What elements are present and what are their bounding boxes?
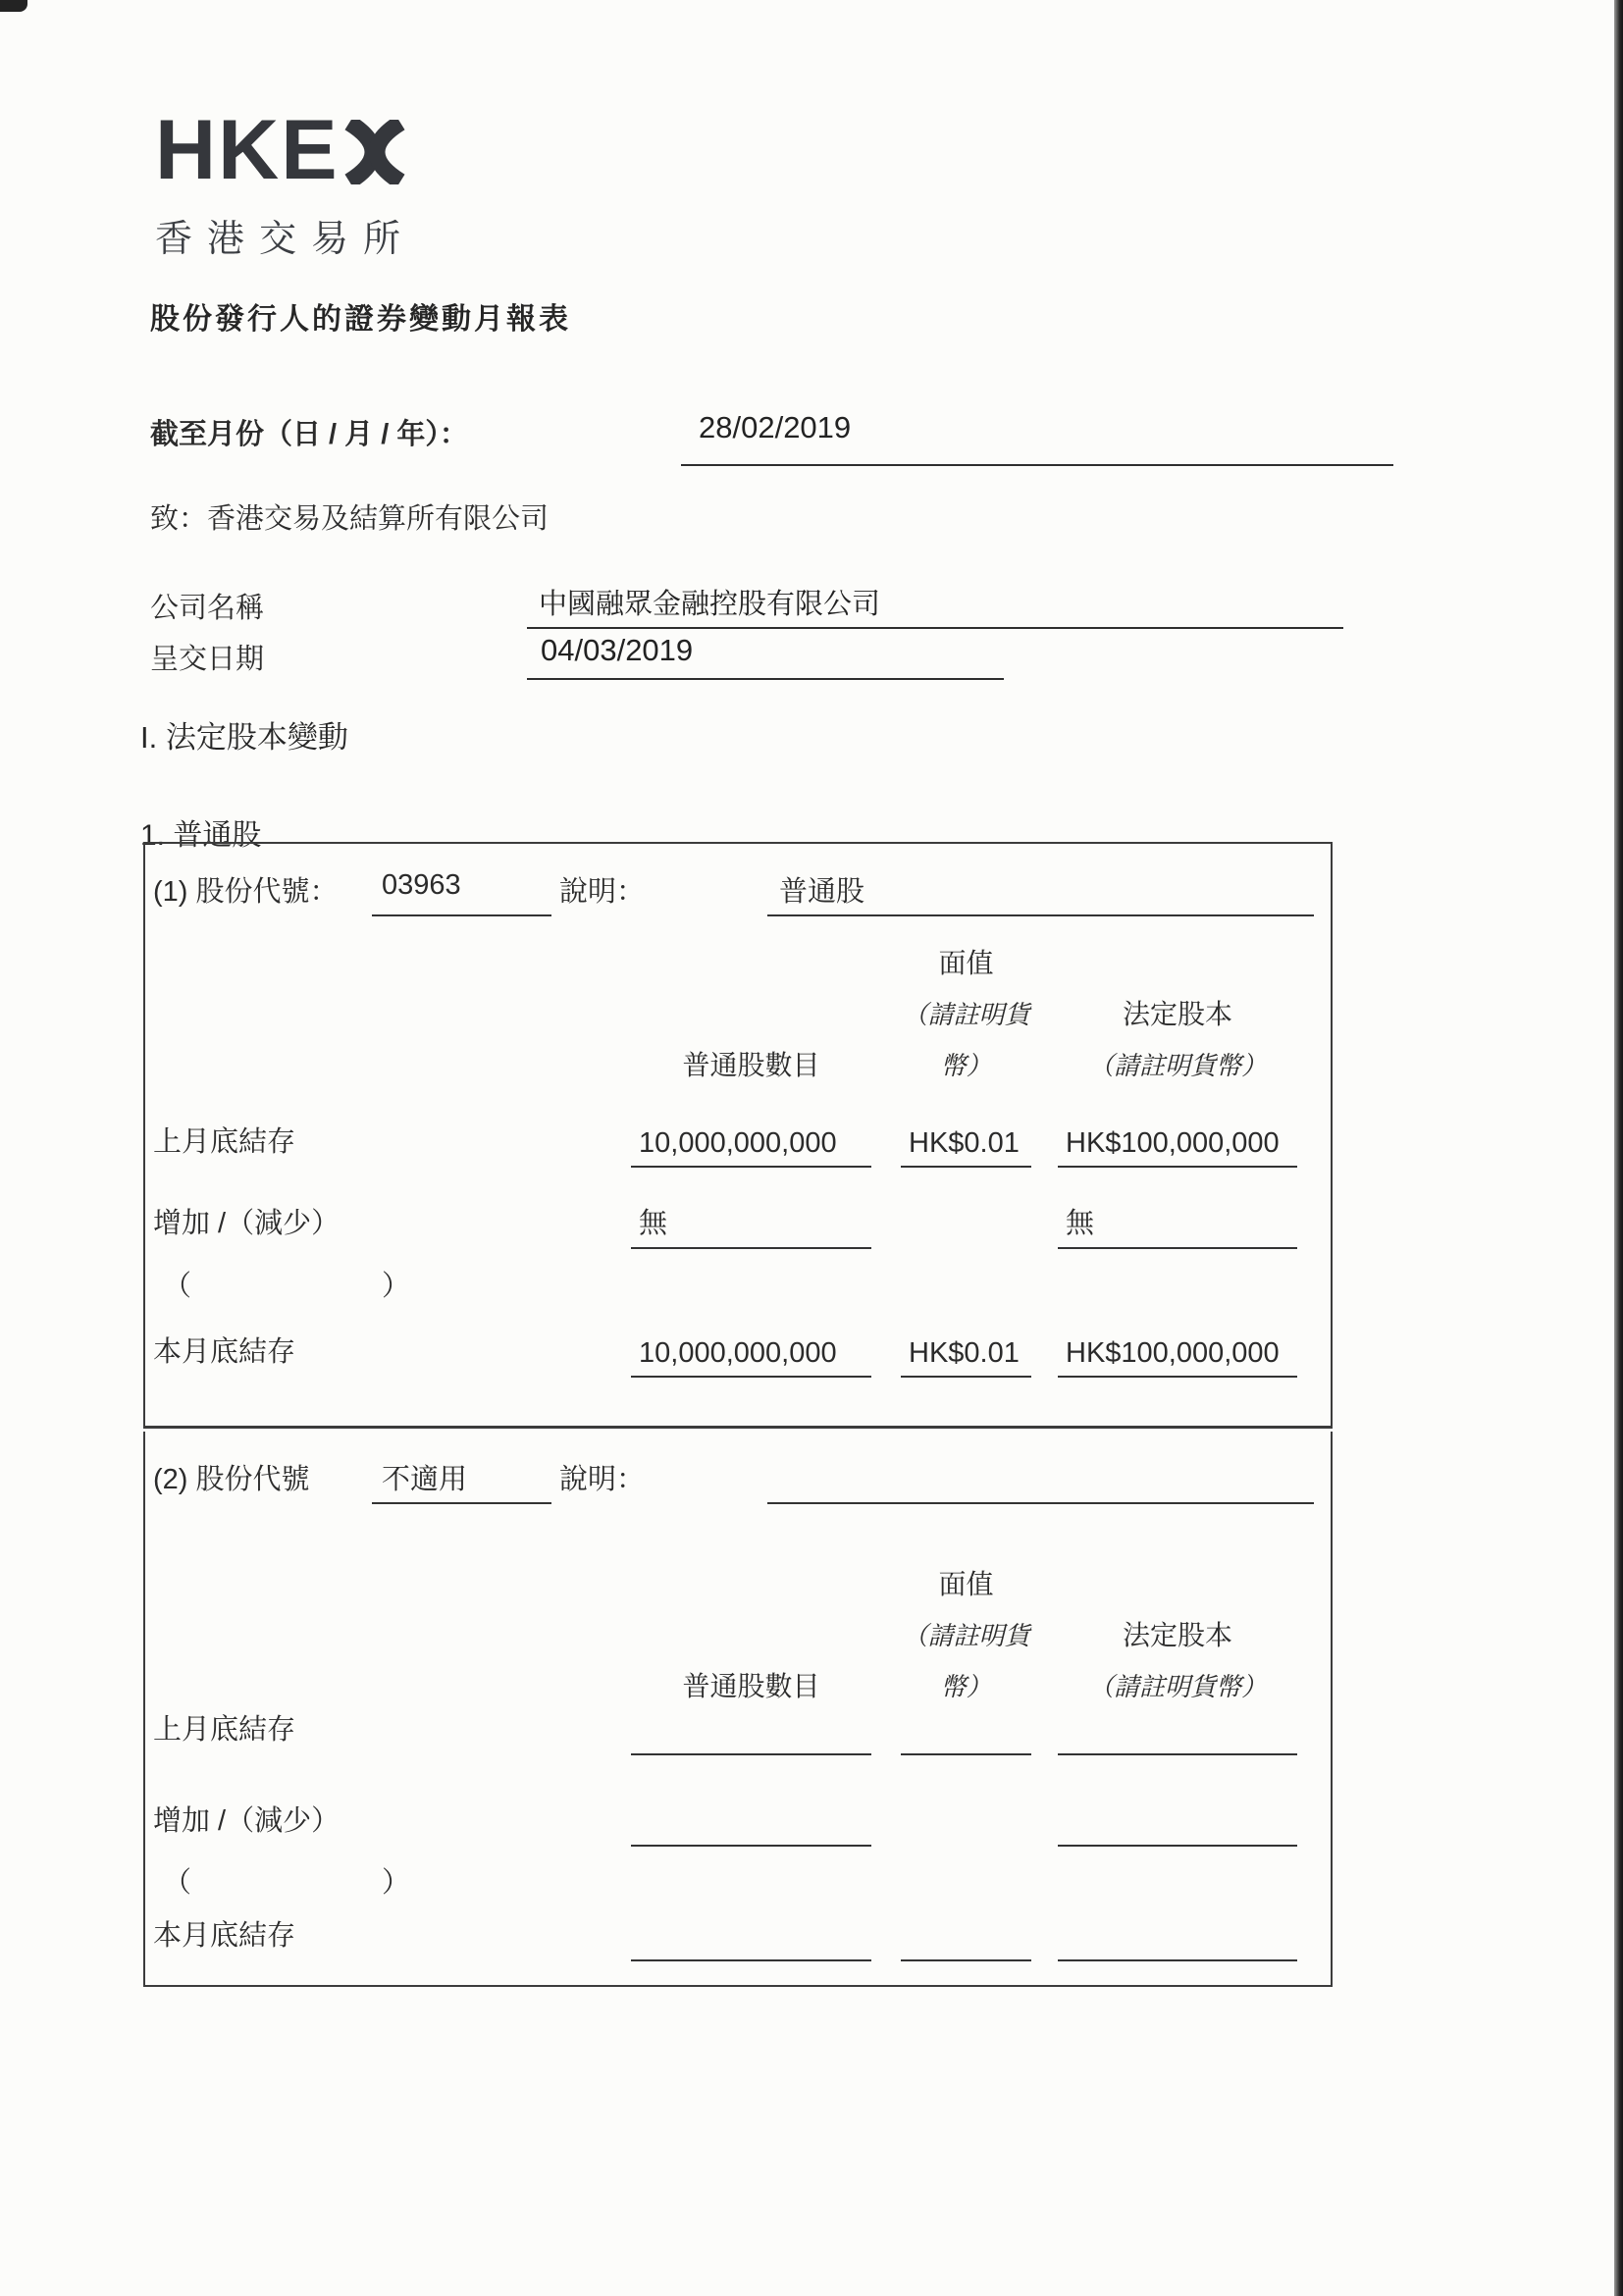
table2-row-parentheses [145,1860,1331,1901]
authorized-value [1058,1708,1297,1755]
table1-header-par-value: 面值 （請註明貨 幣） [902,948,1030,1080]
hkex-logo-wordmark [155,103,415,197]
table2-header-shares: 普通股數目 [682,1671,820,1701]
par-value-empty [901,1800,1031,1847]
shares-value [631,1914,871,1961]
company-name-underline [527,627,1343,629]
authorized-value: HK$100,000,000 [1058,1331,1297,1378]
scan-corner-artifact [0,0,27,12]
authorized-value: HK$100,000,000 [1058,1121,1297,1168]
table2-description-value [767,1457,1314,1504]
table1-row-parentheses [145,1264,1331,1304]
table1-stock-code-label: (1) 股份代號： [153,876,339,908]
par-value: HK$0.01 [901,1331,1031,1378]
hkex-x-icon [343,120,406,184]
table2-code-row [145,1457,1331,1504]
table1-row-balance-this-month [145,1330,1331,1378]
paren-close: ） [381,1867,410,1899]
table2-row-increase-decrease [145,1799,1331,1847]
hkex-logo-letters: HKE [155,103,340,197]
hkex-logo [155,103,416,262]
shares-value: 10,000,000,000 [631,1121,871,1168]
authorized-value [1058,1800,1297,1847]
paren-open: （ [163,1867,192,1899]
table2-row-balance-this-month [145,1913,1331,1961]
company-name-label: 公司名稱 [150,593,265,624]
par-value-empty [901,1202,1031,1249]
table1-row-increase-decrease [145,1201,1331,1249]
row-label: 上月底結存 [153,1714,296,1746]
paren-open: （ [163,1271,192,1302]
table2-column-headers [145,1559,1331,1712]
table2-row-balance-last-month [145,1707,1331,1755]
submission-date-label: 呈交日期 [150,644,265,675]
table1-column-headers [145,938,1331,1091]
shares-value: 10,000,000,000 [631,1331,871,1378]
company-name-value: 中國融眾金融控股有限公司 [539,589,881,620]
row-label: 增加 /（減少） [153,1805,340,1837]
par-value [901,1914,1031,1961]
shares-value: 無 [631,1202,871,1249]
table1-code-row [145,869,1331,916]
table2-stock-code-value: 不適用 [372,1457,551,1504]
table2-header-par-value: 面值 （請註明貨 幣） [902,1569,1030,1701]
table2-header-authorized-capital: 法定股本 （請註明貨幣） [1087,1620,1267,1701]
table1-description-label: 說明： [559,876,646,908]
row-label: 增加 /（減少） [153,1208,340,1239]
ordinary-shares-table-1 [143,842,1333,1429]
shares-value [631,1800,871,1847]
submission-date-underline [527,678,1004,680]
table1-row-balance-last-month [145,1120,1331,1168]
row-label: 本月底結存 [153,1336,296,1368]
shares-value [631,1708,871,1755]
table1-description-value: 普通股 [767,869,1314,916]
row-label: 上月底結存 [153,1126,296,1158]
table2-description-label: 說明： [559,1464,646,1495]
authorized-value [1058,1914,1297,1961]
section-heading-authorized-capital: I. 法定股本變動 [140,720,348,755]
month-end-label: 截至月份（日 / 月 / 年）： [150,419,468,450]
par-value: HK$0.01 [901,1121,1031,1168]
month-end-underline [681,464,1393,466]
par-value [901,1708,1031,1755]
table1-header-authorized-capital: 法定股本 （請註明貨幣） [1087,999,1267,1080]
sub-heading-ordinary-shares: 1. 普通股 [140,819,262,852]
table1-header-shares: 普通股數目 [682,1050,820,1080]
ordinary-shares-table-2 [143,1432,1333,1987]
table2-stock-code-label: (2) 股份代號 [153,1464,310,1495]
month-end-value: 28/02/2019 [699,410,852,444]
scan-edge-shadow [1614,0,1623,2296]
hkex-logo-chinese: 香港交易所 [155,219,416,260]
addressee-line: 致：香港交易及結算所有限公司 [150,503,550,535]
submission-date-value: 04/03/2019 [541,633,694,667]
paren-close: ） [381,1271,410,1302]
document-title: 股份發行人的證券變動月報表 [150,303,571,336]
authorized-value: 無 [1058,1202,1297,1249]
row-label: 本月底結存 [153,1920,296,1952]
table1-stock-code-value: 03963 [372,869,551,916]
